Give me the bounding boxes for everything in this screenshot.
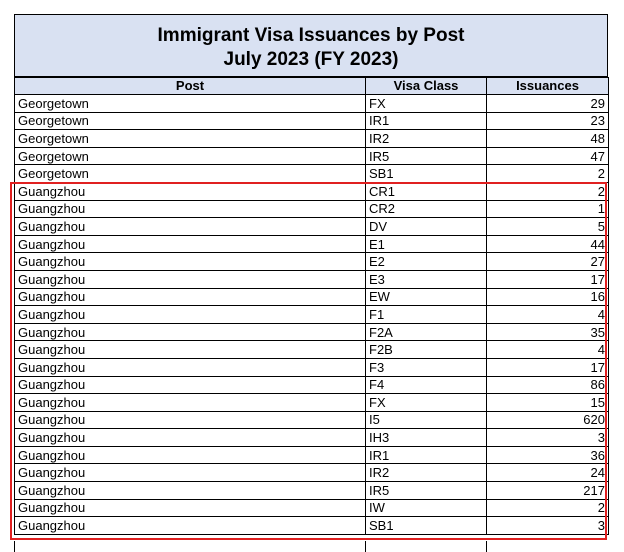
cell-issuances: 44 [487,235,609,253]
cell-post: Guangzhou [15,446,366,464]
column-header-post: Post [15,78,366,95]
cell-visa-class: F2B [366,341,487,359]
cell-issuances: 16 [487,288,609,306]
cell-post: Guangzhou [15,499,366,517]
cell-post: Guangzhou [15,306,366,324]
cell-issuances: 48 [487,130,609,148]
column-header-visa-class: Visa Class [366,78,487,95]
cell-post: Guangzhou [15,517,366,535]
page-subtitle: July 2023 (FY 2023) [223,49,399,70]
column-header-issuances: Issuances [487,78,609,95]
cell-post: Guangzhou [15,200,366,218]
table-row [15,182,609,200]
cell-issuances: 23 [487,112,609,130]
cell-issuances: 35 [487,323,609,341]
table-row [15,218,609,236]
cell-post: Guangzhou [15,218,366,236]
cell-issuances: 5 [487,218,609,236]
cell-post: Georgetown [15,147,366,165]
table-row [15,376,609,394]
cell-visa-class: F1 [366,306,487,324]
table-body [15,95,609,535]
cell-post: Guangzhou [15,182,366,200]
cell-visa-class: CR2 [366,200,487,218]
table-row [15,358,609,376]
cell-visa-class: CR1 [366,182,487,200]
cell-issuances: 4 [487,341,609,359]
table-row [15,411,609,429]
cell-visa-class: IR2 [366,464,487,482]
cell-post: Guangzhou [15,429,366,447]
table-row [15,95,609,113]
cell-post: Georgetown [15,95,366,113]
cell-issuances: 3 [487,429,609,447]
table-row [15,253,609,271]
cell-post: Guangzhou [15,235,366,253]
cell-visa-class: DV [366,218,487,236]
cell-post: Guangzhou [15,376,366,394]
table-row [15,130,609,148]
cell-post: Guangzhou [15,482,366,500]
cell-issuances: 17 [487,270,609,288]
cell-visa-class: I5 [366,411,487,429]
table-row [15,165,609,183]
cell-issuances: 15 [487,394,609,412]
cell-issuances: 17 [487,358,609,376]
table-row [15,464,609,482]
table-row [15,306,609,324]
cell-post: Guangzhou [15,411,366,429]
cell-post: Georgetown [15,165,366,183]
cell-visa-class: F4 [366,376,487,394]
cell-issuances: 2 [487,499,609,517]
cell-post: Georgetown [15,130,366,148]
table-row [15,323,609,341]
table-row [15,517,609,535]
cell-issuances: 24 [487,464,609,482]
table-row [15,394,609,412]
cell-visa-class: F2A [366,323,487,341]
table-header-row [15,78,609,95]
cell-post: Guangzhou [15,253,366,271]
cell-visa-class: SB1 [366,517,487,535]
table-row [15,482,609,500]
cell-issuances: 2 [487,165,609,183]
cell-post: Guangzhou [15,270,366,288]
cell-issuances: 4 [487,306,609,324]
cell-visa-class: FX [366,394,487,412]
cell-visa-class: E1 [366,235,487,253]
cell-visa-class: SB1 [366,165,487,183]
issuances-table [14,77,609,535]
cell-post: Georgetown [15,112,366,130]
table-row [15,147,609,165]
cell-visa-class: EW [366,288,487,306]
table-row [15,288,609,306]
table-row [15,446,609,464]
cell-post: Guangzhou [15,288,366,306]
cell-issuances: 217 [487,482,609,500]
table-row [15,235,609,253]
cell-visa-class: E3 [366,270,487,288]
table-row [15,112,609,130]
cell-post: Guangzhou [15,464,366,482]
cell-issuances: 620 [487,411,609,429]
cell-issuances: 1 [487,200,609,218]
cell-visa-class: E2 [366,253,487,271]
table-row [15,270,609,288]
cell-issuances: 3 [487,517,609,535]
cell-post: Guangzhou [15,323,366,341]
cell-issuances: 2 [487,182,609,200]
table-row [15,499,609,517]
table-continuation [14,541,608,552]
table-row [15,341,609,359]
cell-post: Guangzhou [15,341,366,359]
cell-visa-class: IR2 [366,130,487,148]
title-block [14,14,608,77]
cell-post: Guangzhou [15,358,366,376]
cell-issuances: 27 [487,253,609,271]
cell-issuances: 86 [487,376,609,394]
page-title: Immigrant Visa Issuances by Post [157,25,465,46]
cell-visa-class: IR1 [366,112,487,130]
cell-visa-class: IR5 [366,147,487,165]
cell-visa-class: F3 [366,358,487,376]
cell-issuances: 29 [487,95,609,113]
document-page [14,14,608,535]
cell-post: Guangzhou [15,394,366,412]
cell-visa-class: IH3 [366,429,487,447]
cell-issuances: 47 [487,147,609,165]
cell-visa-class: IW [366,499,487,517]
cell-visa-class: FX [366,95,487,113]
table-row [15,429,609,447]
table-row [15,200,609,218]
cell-visa-class: IR1 [366,446,487,464]
cell-issuances: 36 [487,446,609,464]
cell-visa-class: IR5 [366,482,487,500]
